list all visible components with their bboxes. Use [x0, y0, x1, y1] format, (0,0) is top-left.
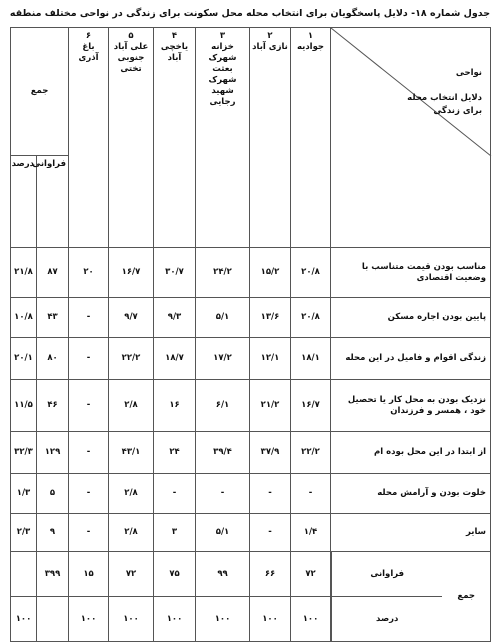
value-cell: ۵/۱	[196, 298, 250, 338]
percent-cell: ۲/۳	[11, 514, 37, 552]
value-cell: ۶/۱	[196, 380, 250, 432]
value-cell: ۲۲/۲	[291, 432, 331, 474]
percent-cell: ۲۰/۱	[11, 338, 37, 380]
value-cell: ۹/۷	[109, 298, 154, 338]
value-cell: -	[291, 474, 331, 514]
row-label: از ابتدا در این محل بوده ام	[331, 432, 491, 474]
total-percent-cell: ۱۰۰	[109, 597, 154, 642]
table-title: جدول شماره ۱۸- دلایل پاسخگویان برای انتخاب محله محل سکونت برای زندگی در نواحی مختلف منطقه	[9, 8, 491, 19]
column-header-6	[69, 28, 109, 248]
value-cell: -	[69, 338, 109, 380]
value-cell: ۳۹/۴	[196, 432, 250, 474]
table-row	[11, 514, 491, 552]
column-header-2	[250, 28, 291, 248]
value-cell: -	[69, 298, 109, 338]
corner-bottom-line1: دلایل انتخاب محله	[407, 93, 483, 103]
value-cell: ۱۶/۷	[109, 248, 154, 298]
percent-cell: ۳۲/۳	[11, 432, 37, 474]
survey-table	[10, 27, 491, 642]
column-number: ۳	[219, 31, 226, 41]
column-name: نازی آباد	[252, 42, 288, 52]
column-name: جوادیه	[296, 42, 325, 52]
value-cell: ۲/۸	[109, 474, 154, 514]
percent-header: درصد	[11, 156, 37, 248]
table-row	[11, 380, 491, 432]
table-row	[11, 338, 491, 380]
total-freq-label: فراوانی	[332, 552, 443, 597]
value-cell: -	[69, 380, 109, 432]
freq-cell: ۹	[37, 514, 69, 552]
value-cell: ۱۸/۱	[291, 338, 331, 380]
row-label: سایر	[331, 514, 491, 552]
value-cell: ۱۷/۲	[196, 338, 250, 380]
total-freq-cell: ۱۵	[69, 552, 109, 597]
row-label: زندگی اقوام و فامیل در این محله	[331, 338, 491, 380]
corner-top-label: نواحی	[455, 68, 483, 78]
value-cell: ۲۱/۲	[250, 380, 291, 432]
total-percent-cell: ۱۰۰	[196, 597, 250, 642]
value-cell: ۱۲/۱	[250, 338, 291, 380]
total-freq-row	[11, 552, 491, 597]
value-cell: -	[154, 474, 196, 514]
value-cell: ۲۴	[154, 432, 196, 474]
value-cell: ۱۳/۶	[250, 298, 291, 338]
freq-cell: ۴۶	[37, 380, 69, 432]
total-freq-cell: ۷۵	[154, 552, 196, 597]
table-row	[11, 248, 491, 298]
value-cell: ۲۲/۲	[109, 338, 154, 380]
row-label: خلوت بودن و آرامش محله	[331, 474, 491, 514]
freq-header: فراوانی	[37, 156, 69, 248]
value-cell: -	[69, 474, 109, 514]
total-freq-cell: ۷۲	[109, 552, 154, 597]
value-cell: ۵/۱	[196, 514, 250, 552]
value-cell: ۱۶/۷	[291, 380, 331, 432]
column-number: ۶	[85, 31, 92, 41]
row-label: مناسب بودن قیمت متناسب با وضعیت اقتصادی	[331, 248, 491, 298]
column-name: باغ آذری	[78, 42, 99, 63]
value-cell: ۲۰	[69, 248, 109, 298]
corner-bottom-line2: برای زندگی	[433, 106, 483, 116]
column-header-4	[154, 28, 196, 248]
value-cell: -	[250, 474, 291, 514]
column-number: ۵	[128, 31, 134, 41]
empty-cell	[37, 597, 69, 642]
grand-total-freq: ۳۹۹	[37, 552, 69, 597]
column-name: علی آباد جنوبی تختی	[113, 42, 149, 74]
freq-cell: ۵	[37, 474, 69, 514]
value-cell: ۱/۴	[291, 514, 331, 552]
value-cell: ۳۰/۷	[154, 248, 196, 298]
total-percent-cell: ۱۰۰	[250, 597, 291, 642]
value-cell: ۲۴/۲	[196, 248, 250, 298]
header-row	[11, 28, 491, 156]
value-cell: -	[69, 514, 109, 552]
total-label-cell	[331, 552, 491, 642]
value-cell: ۱۸/۷	[154, 338, 196, 380]
freq-cell: ۱۲۹	[37, 432, 69, 474]
column-number: ۲	[267, 31, 273, 41]
column-name: خزانه شهرک بعثت شهرک شهید رجایی	[208, 42, 237, 107]
percent-cell: ۱۰/۸	[11, 298, 37, 338]
freq-cell: ۴۳	[37, 298, 69, 338]
value-cell: ۱۶	[154, 380, 196, 432]
column-header-1	[291, 28, 331, 248]
total-percent-label: درصد	[332, 597, 443, 642]
value-cell: ۲۰/۸	[291, 248, 331, 298]
table-row	[11, 432, 491, 474]
total-freq-cell: ۶۶	[250, 552, 291, 597]
total-percent-cell: ۱۰۰	[291, 597, 331, 642]
column-number: ۴	[171, 31, 178, 41]
table-row	[11, 474, 491, 514]
percent-cell: ۲۱/۸	[11, 248, 37, 298]
total-label: جمع	[457, 591, 476, 601]
row-label: پایین بودن اجاره مسکن	[331, 298, 491, 338]
value-cell: -	[69, 432, 109, 474]
column-header-3	[196, 28, 250, 248]
total-percent-cell: ۱۰۰	[154, 597, 196, 642]
column-header-5	[109, 28, 154, 248]
value-cell: ۲/۸	[109, 380, 154, 432]
percent-cell: ۱۱/۵	[11, 380, 37, 432]
value-cell: -	[250, 514, 291, 552]
corner-bottom-label	[407, 92, 482, 118]
column-number: ۱	[307, 31, 314, 41]
value-cell: ۳۷/۹	[250, 432, 291, 474]
grand-total-percent: ۱۰۰	[11, 597, 37, 642]
freq-cell: ۸۷	[37, 248, 69, 298]
total-freq-cell: ۹۹	[196, 552, 250, 597]
total-label-grid	[331, 552, 490, 641]
value-cell: ۹/۳	[154, 298, 196, 338]
total-header: جمع	[11, 28, 69, 156]
value-cell: -	[196, 474, 250, 514]
value-cell: ۲/۸	[109, 514, 154, 552]
value-cell: ۲۰/۸	[291, 298, 331, 338]
freq-cell: ۸۰	[37, 338, 69, 380]
row-label: نزدیک بودن به محل کار یا تحصیل خود ، همسر و فرزندان	[331, 380, 491, 432]
total-freq-cell: ۷۲	[291, 552, 331, 597]
value-cell: ۱۵/۲	[250, 248, 291, 298]
table-row	[11, 298, 491, 338]
empty-cell	[11, 552, 37, 597]
percent-cell: ۱/۳	[11, 474, 37, 514]
value-cell: ۴۳/۱	[109, 432, 154, 474]
corner-header	[331, 28, 491, 248]
value-cell: ۳	[154, 514, 196, 552]
total-percent-cell: ۱۰۰	[69, 597, 109, 642]
column-name: یاخچی آباد	[160, 42, 189, 63]
